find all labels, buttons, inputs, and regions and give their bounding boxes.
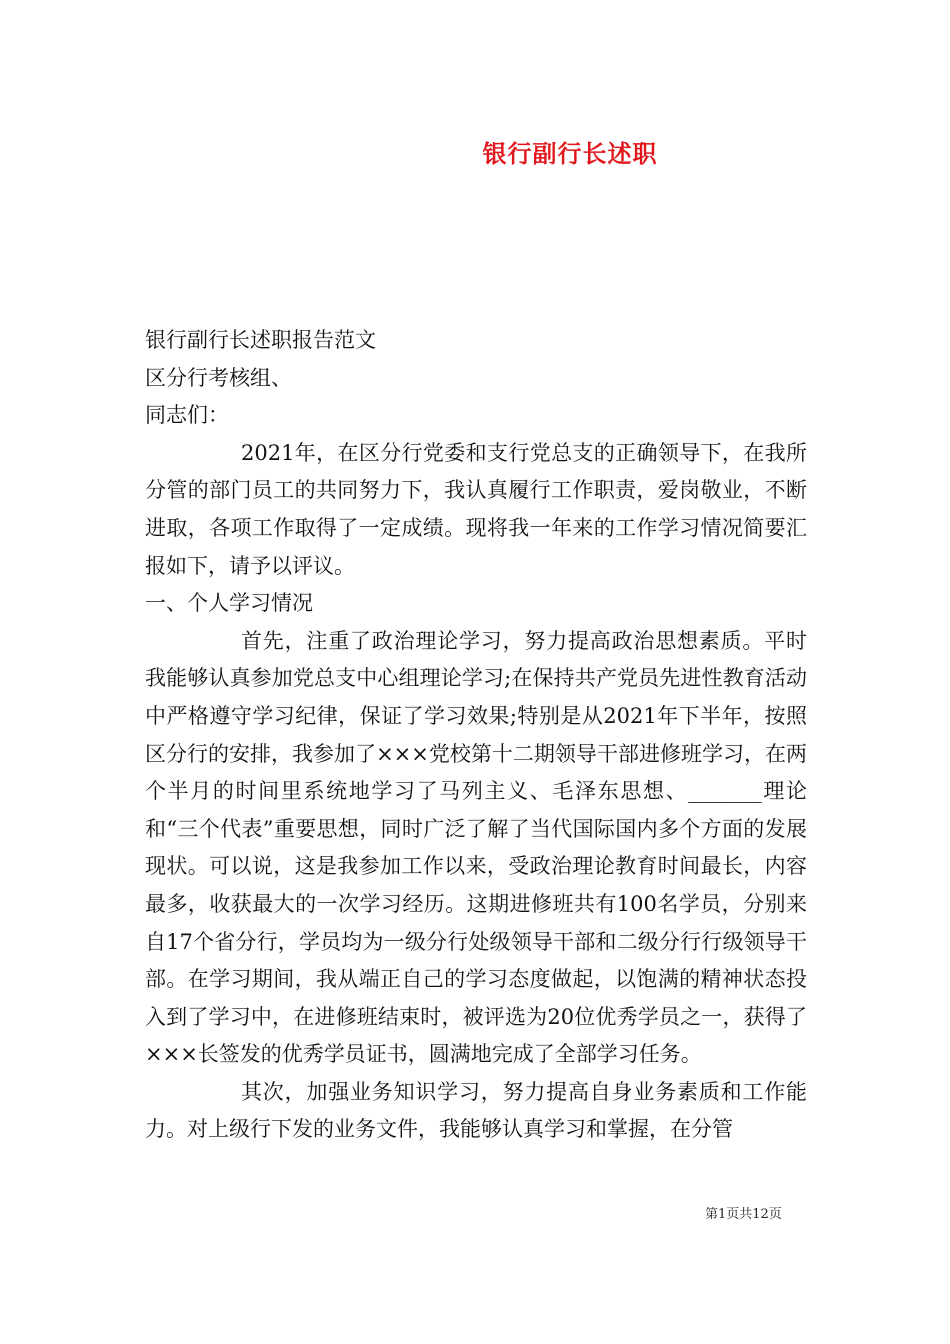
paragraph-political-study: 首先，注重了政治理论学习，努力提高政治思想素质。平时我能够认真参加党总支中心组理论学习;在保持共产党员先进性教育活动中严格遵守学习纪律，保证了学习效果;特别是从2021年下半年，按照区分行的安排，我参加了×××党校第十二期领导干部进修班学习，在两个半月的时间里系统地学习了马列主义、毛泽东思想、_______理论和“三个代表”重要思想，同时广泛了解了当代国际国内多个方面的发展现状。可以说，这是我参加工作以来，受政治理论教育时间最长，内容最多，收获最大的一次学习经历。这期进修班共有100名学员，分别来自17个省分行，学员均为一级分行处级领导干部和二级分行行级领导干部。在学习期间，我从端正自己的学习态度做起，以饱满的精神状态投入到了学习中，在进修班结束时，被评选为20位优秀学员之一，获得了×××长签发的优秀学员证书，圆满地完成了全部学习任务。	[145, 628, 807, 1067]
salutation-line-2: 同志们：	[145, 403, 229, 428]
page-number: 第1页共12页	[705, 1207, 782, 1222]
document-title: 银行副行长述职	[482, 139, 658, 168]
report-heading: 银行副行长述职报告范文	[145, 328, 376, 352]
salutation-line-1: 区分行考核组、	[145, 365, 292, 390]
document-body	[145, 322, 807, 1149]
section-heading-1: 一、个人学习情况	[145, 591, 313, 616]
intro-paragraph: 2021年，在区分行党委和支行党总支的正确领导下，在我所分管的部门员工的共同努力下，我认真履行工作职责，爱岗敬业，不断进取，各项工作取得了一定成绩。现将我一年来的工作学习情况简要汇报如下，请予以评议。	[145, 440, 807, 578]
paragraph-business-study: 其次，加强业务知识学习，努力提高自身业务素质和工作能力。对上级行下发的业务文件，我能够认真学习和掌握，在分管	[145, 1079, 807, 1142]
